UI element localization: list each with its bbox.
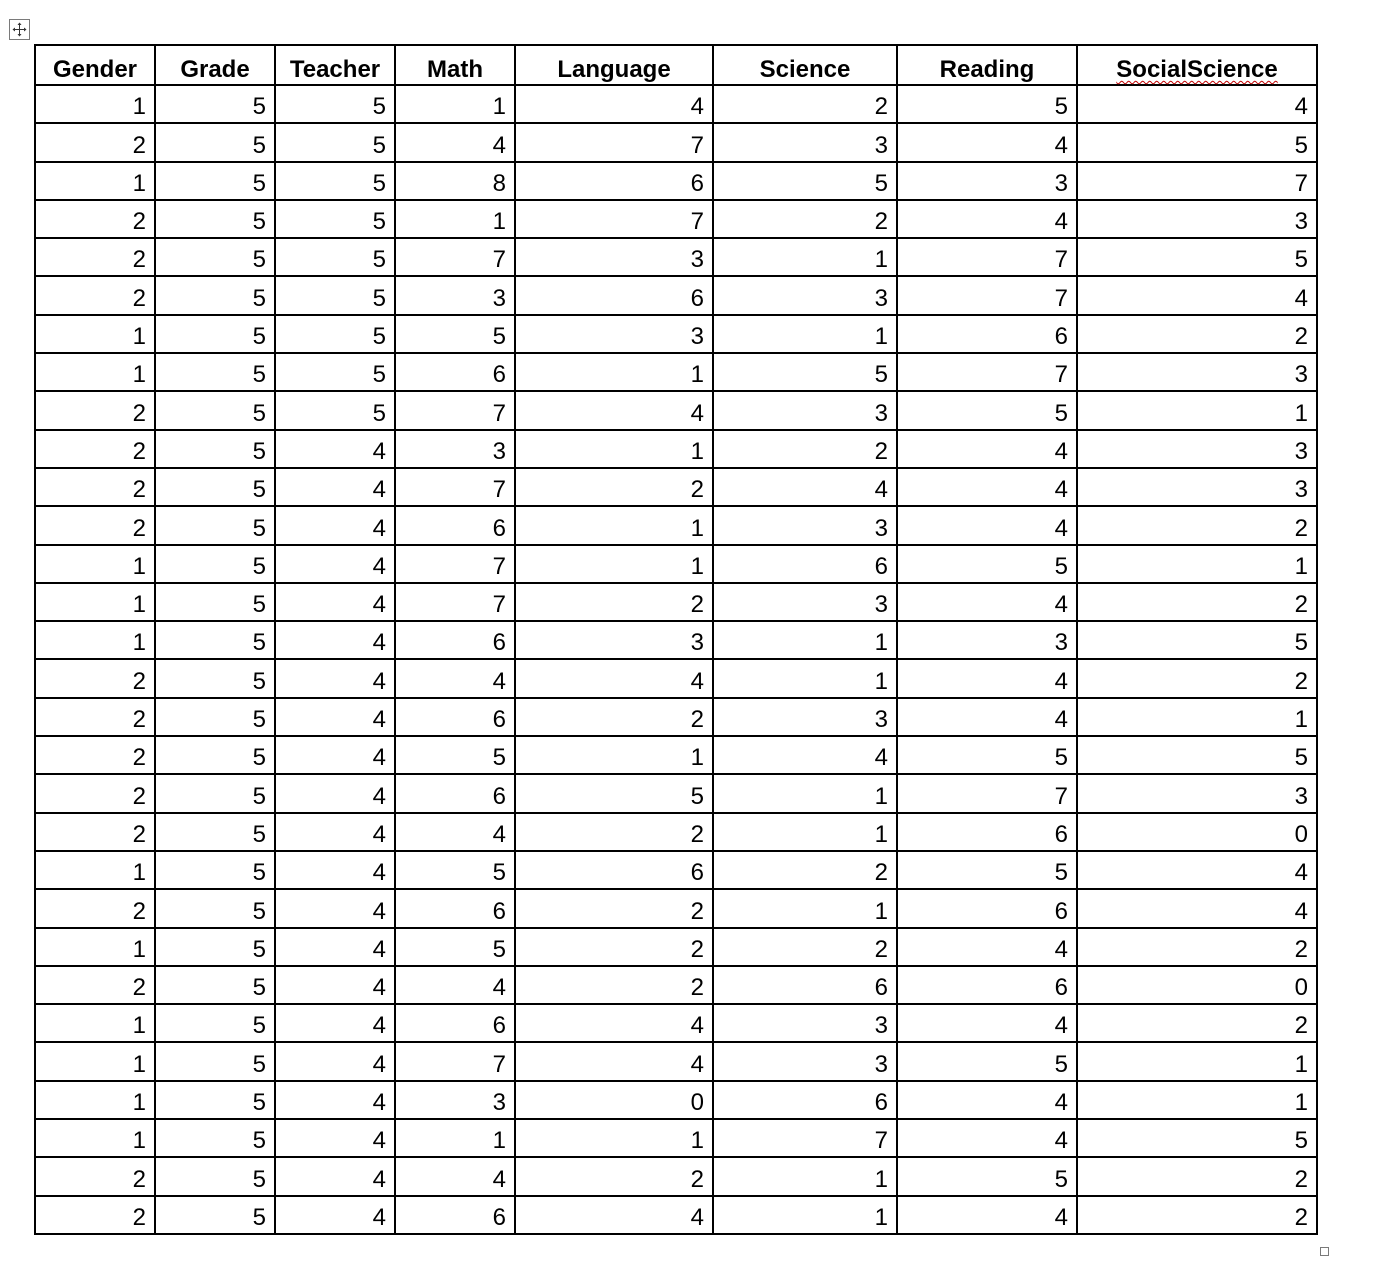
table-cell[interactable]: 2 [515, 468, 713, 506]
table-cell[interactable]: 1 [35, 162, 155, 200]
table-cell[interactable]: 2 [35, 200, 155, 238]
table-cell[interactable]: 7 [515, 123, 713, 161]
table-cell[interactable]: 3 [713, 123, 897, 161]
table-cell[interactable]: 5 [155, 1042, 275, 1080]
table-cell[interactable]: 7 [395, 545, 515, 583]
table-cell[interactable]: 4 [275, 430, 395, 468]
table-cell[interactable]: 6 [395, 1196, 515, 1234]
table-cell[interactable]: 5 [155, 813, 275, 851]
table-cell[interactable]: 5 [155, 1196, 275, 1234]
column-header[interactable] [515, 45, 713, 85]
table-row [35, 353, 1317, 391]
table-cell[interactable]: 1 [713, 1157, 897, 1195]
table-cell[interactable]: 6 [395, 698, 515, 736]
table-cell[interactable]: 5 [155, 85, 275, 123]
table-cell[interactable]: 6 [395, 889, 515, 927]
table-cell[interactable]: 7 [395, 391, 515, 429]
table-cell[interactable]: 1 [1077, 1042, 1317, 1080]
cutoff-text-line [40, 0, 730, 8]
table-cell[interactable]: 2 [35, 774, 155, 812]
column-header[interactable] [275, 45, 395, 85]
column-header-label: Science [759, 56, 851, 83]
column-header[interactable] [155, 45, 275, 85]
table-cell[interactable]: 4 [897, 123, 1077, 161]
table-row [35, 813, 1317, 851]
table-cell[interactable]: 1 [1077, 698, 1317, 736]
table-row [35, 1004, 1317, 1042]
table-row [35, 85, 1317, 123]
table-cell[interactable]: 4 [275, 1081, 395, 1119]
table-cell[interactable]: 6 [897, 966, 1077, 1004]
table-cell[interactable]: 6 [395, 774, 515, 812]
table-cell[interactable]: 5 [155, 583, 275, 621]
table-cell[interactable]: 6 [515, 162, 713, 200]
table-cell[interactable]: 5 [395, 736, 515, 774]
table-cell[interactable]: 1 [35, 851, 155, 889]
table-cell[interactable]: 5 [1077, 1119, 1317, 1157]
table-cell[interactable]: 1 [395, 1119, 515, 1157]
table-row [35, 162, 1317, 200]
table-cell[interactable]: 3 [713, 1004, 897, 1042]
table-row [35, 851, 1317, 889]
column-header[interactable] [713, 45, 897, 85]
table-cell[interactable]: 2 [35, 506, 155, 544]
table-cell[interactable]: 4 [275, 813, 395, 851]
table-row [35, 123, 1317, 161]
table-cell[interactable]: 1 [515, 506, 713, 544]
table-cell[interactable]: 4 [897, 928, 1077, 966]
column-header-label: Gender [52, 56, 138, 83]
table-cell[interactable]: 5 [155, 1119, 275, 1157]
table-cell[interactable]: 5 [1077, 238, 1317, 276]
table-cell[interactable]: 2 [35, 813, 155, 851]
table-cell[interactable]: 4 [897, 200, 1077, 238]
table-cell[interactable]: 3 [713, 506, 897, 544]
table-cell[interactable]: 3 [515, 315, 713, 353]
table-cell[interactable]: 5 [155, 621, 275, 659]
table-cell[interactable]: 2 [515, 813, 713, 851]
table-cell[interactable]: 5 [897, 1042, 1077, 1080]
table-cell[interactable]: 4 [897, 506, 1077, 544]
table-cell[interactable]: 4 [897, 698, 1077, 736]
table-row [35, 276, 1317, 314]
table-cell[interactable]: 2 [35, 1196, 155, 1234]
table-cell[interactable]: 4 [395, 1157, 515, 1195]
table-cell[interactable]: 1 [713, 659, 897, 697]
table-cell[interactable]: 6 [897, 889, 1077, 927]
column-header[interactable] [395, 45, 515, 85]
table-cell[interactable]: 5 [897, 736, 1077, 774]
table-cell[interactable]: 7 [897, 774, 1077, 812]
table-cell[interactable]: 5 [155, 123, 275, 161]
table-cell[interactable]: 6 [395, 506, 515, 544]
table-row [35, 545, 1317, 583]
table-cell[interactable]: 1 [1077, 545, 1317, 583]
table-cell[interactable]: 3 [1077, 774, 1317, 812]
data-table [34, 44, 1318, 1235]
table-cell[interactable]: 4 [515, 85, 713, 123]
table-cell[interactable]: 8 [395, 162, 515, 200]
table-cell[interactable]: 4 [515, 1042, 713, 1080]
table-cell[interactable]: 1 [713, 238, 897, 276]
table-move-handle[interactable] [9, 19, 30, 40]
table-cell[interactable]: 1 [515, 1119, 713, 1157]
column-header-label: Teacher [289, 56, 381, 83]
table-cell[interactable]: 2 [35, 1157, 155, 1195]
table-cell[interactable]: 3 [1077, 468, 1317, 506]
table-row [35, 200, 1317, 238]
table-cell[interactable]: 4 [275, 698, 395, 736]
table-cell[interactable]: 2 [515, 583, 713, 621]
table-cell[interactable]: 1 [35, 583, 155, 621]
table-cell[interactable]: 5 [275, 123, 395, 161]
table-cell[interactable]: 2 [515, 698, 713, 736]
table-body [35, 85, 1317, 1234]
table-cell[interactable]: 4 [275, 736, 395, 774]
table-cell[interactable]: 2 [35, 430, 155, 468]
table-cell[interactable]: 7 [897, 276, 1077, 314]
table-cell[interactable]: 5 [155, 1081, 275, 1119]
table-cell[interactable]: 6 [395, 353, 515, 391]
table-cell[interactable]: 1 [35, 621, 155, 659]
table-row [35, 315, 1317, 353]
table-cell[interactable]: 4 [897, 659, 1077, 697]
table-cell[interactable]: 1 [35, 315, 155, 353]
table-cell[interactable]: 7 [713, 1119, 897, 1157]
table-cell[interactable]: 0 [1077, 966, 1317, 1004]
table-cell[interactable]: 4 [515, 1004, 713, 1042]
table-cell[interactable]: 6 [515, 851, 713, 889]
table-cell[interactable]: 4 [1077, 851, 1317, 889]
table-cell[interactable]: 4 [275, 1004, 395, 1042]
table-cell[interactable]: 4 [395, 813, 515, 851]
table-cell[interactable]: 1 [35, 1042, 155, 1080]
table-header [35, 45, 1317, 85]
table-cell[interactable]: 2 [1077, 583, 1317, 621]
table-cell[interactable]: 4 [275, 1119, 395, 1157]
move-arrows-icon [12, 22, 27, 37]
table-row [35, 238, 1317, 276]
table-cell[interactable]: 3 [515, 621, 713, 659]
table-cell[interactable]: 2 [515, 966, 713, 1004]
table-cell[interactable]: 4 [275, 966, 395, 1004]
table-cell[interactable]: 4 [275, 1196, 395, 1234]
table-cell[interactable]: 2 [35, 276, 155, 314]
table-cell[interactable]: 2 [35, 238, 155, 276]
table-cell[interactable]: 5 [1077, 123, 1317, 161]
table-cell[interactable]: 7 [897, 238, 1077, 276]
table-cell[interactable]: 2 [35, 736, 155, 774]
table-cell[interactable]: 5 [155, 238, 275, 276]
column-header-label: Math [427, 56, 483, 83]
table-cell[interactable]: 3 [1077, 430, 1317, 468]
table-cell[interactable]: 2 [1077, 1157, 1317, 1195]
table-cell[interactable]: 4 [897, 468, 1077, 506]
table-cell[interactable]: 6 [395, 1004, 515, 1042]
table-cell[interactable]: 4 [275, 659, 395, 697]
table-cell[interactable]: 4 [713, 468, 897, 506]
column-header-label: Grade [180, 56, 250, 83]
table-cell[interactable]: 2 [713, 85, 897, 123]
table-row [35, 659, 1317, 697]
table-row [35, 1157, 1317, 1195]
table-cell[interactable]: 2 [1077, 659, 1317, 697]
table-row [35, 736, 1317, 774]
table-cell[interactable]: 1 [35, 1081, 155, 1119]
table-cell[interactable]: 3 [515, 238, 713, 276]
table-cell[interactable]: 7 [395, 583, 515, 621]
table-cell[interactable]: 4 [275, 621, 395, 659]
table-cell[interactable]: 5 [155, 315, 275, 353]
table-cell[interactable]: 1 [515, 545, 713, 583]
table-cell[interactable]: 2 [35, 889, 155, 927]
table-cell[interactable]: 2 [713, 430, 897, 468]
table-cell[interactable]: 6 [395, 621, 515, 659]
table-cell[interactable]: 5 [395, 851, 515, 889]
table-cell[interactable]: 5 [155, 774, 275, 812]
table-cell[interactable]: 5 [155, 1157, 275, 1195]
table-cell[interactable]: 1 [515, 353, 713, 391]
table-cell[interactable]: 7 [1077, 162, 1317, 200]
table-cell[interactable]: 2 [515, 1157, 713, 1195]
table-cell[interactable]: 1 [35, 353, 155, 391]
table-cell[interactable]: 4 [395, 659, 515, 697]
table-cell[interactable]: 5 [155, 430, 275, 468]
table-cell[interactable]: 4 [515, 659, 713, 697]
table-cell[interactable]: 4 [1077, 276, 1317, 314]
header-row [35, 45, 1317, 85]
table-cell[interactable]: 1 [713, 621, 897, 659]
table-cell[interactable]: 4 [275, 1042, 395, 1080]
table-cell[interactable]: 2 [515, 928, 713, 966]
table-cell[interactable]: 5 [155, 162, 275, 200]
table-cell[interactable]: 5 [155, 1004, 275, 1042]
table-cell[interactable]: 5 [897, 545, 1077, 583]
column-header-label: Reading [939, 56, 1035, 83]
table-cell[interactable]: 5 [897, 1157, 1077, 1195]
table-cell[interactable]: 5 [1077, 621, 1317, 659]
cutoff-text-fragments [40, 0, 730, 8]
column-header[interactable] [1077, 45, 1317, 85]
table-cell[interactable]: 3 [1077, 200, 1317, 238]
table-cell[interactable]: 5 [155, 736, 275, 774]
column-header[interactable] [897, 45, 1077, 85]
table-cell[interactable]: 4 [713, 736, 897, 774]
table-cell[interactable]: 4 [897, 1196, 1077, 1234]
table-cell[interactable]: 5 [897, 391, 1077, 429]
table-cell[interactable]: 2 [35, 966, 155, 1004]
table-cell[interactable]: 1 [35, 85, 155, 123]
table-cell[interactable]: 2 [1077, 928, 1317, 966]
table-cell[interactable]: 1 [1077, 391, 1317, 429]
table-cell[interactable]: 2 [1077, 506, 1317, 544]
table-cell[interactable]: 6 [515, 276, 713, 314]
table-cell[interactable]: 3 [713, 1042, 897, 1080]
table-cell[interactable]: 4 [1077, 889, 1317, 927]
table-cell[interactable]: 1 [713, 315, 897, 353]
table-cell[interactable]: 4 [897, 1004, 1077, 1042]
table-cell[interactable]: 5 [275, 85, 395, 123]
table-cell[interactable]: 5 [155, 966, 275, 1004]
table-cell[interactable]: 4 [275, 1157, 395, 1195]
table-cell[interactable]: 6 [713, 966, 897, 1004]
table-cell[interactable]: 7 [395, 468, 515, 506]
table-cell[interactable]: 7 [395, 238, 515, 276]
table-cell[interactable]: 3 [395, 430, 515, 468]
table-cell[interactable]: 2 [35, 123, 155, 161]
table-cell[interactable]: 1 [713, 774, 897, 812]
table-cell[interactable]: 5 [713, 353, 897, 391]
table-cell[interactable]: 1 [35, 1119, 155, 1157]
table-cell[interactable]: 3 [395, 1081, 515, 1119]
table-cell[interactable]: 2 [1077, 1004, 1317, 1042]
table-cell[interactable]: 3 [713, 276, 897, 314]
table-cell[interactable]: 5 [1077, 736, 1317, 774]
table-row [35, 621, 1317, 659]
table-cell[interactable]: 4 [1077, 85, 1317, 123]
table-cell[interactable]: 4 [275, 851, 395, 889]
table-row [35, 391, 1317, 429]
table-cell[interactable]: 5 [275, 200, 395, 238]
table-cell[interactable]: 4 [897, 1081, 1077, 1119]
column-header[interactable] [35, 45, 155, 85]
table-cell[interactable]: 1 [713, 1196, 897, 1234]
table-cell[interactable]: 3 [1077, 353, 1317, 391]
table-cell[interactable]: 5 [515, 774, 713, 812]
table-cell[interactable]: 4 [275, 774, 395, 812]
table-cell[interactable]: 5 [155, 545, 275, 583]
table-cell[interactable]: 2 [713, 851, 897, 889]
table-cell[interactable]: 2 [713, 200, 897, 238]
table-row [35, 430, 1317, 468]
table-cell[interactable]: 0 [515, 1081, 713, 1119]
table-cell[interactable]: 5 [395, 928, 515, 966]
table-cell[interactable]: 4 [897, 430, 1077, 468]
table-cell[interactable]: 4 [897, 1119, 1077, 1157]
table-cell[interactable]: 2 [515, 889, 713, 927]
table-cell[interactable]: 5 [155, 889, 275, 927]
table-cell[interactable]: 5 [155, 353, 275, 391]
table-cell[interactable]: 5 [155, 698, 275, 736]
table-row [35, 1196, 1317, 1234]
table-cell[interactable]: 3 [713, 698, 897, 736]
table-cell[interactable]: 6 [713, 545, 897, 583]
table-row [35, 774, 1317, 812]
table-cell[interactable]: 5 [897, 851, 1077, 889]
table-cell[interactable]: 2 [35, 468, 155, 506]
table-cell[interactable]: 4 [515, 1196, 713, 1234]
table-cell[interactable]: 6 [713, 1081, 897, 1119]
table-cell[interactable]: 6 [897, 315, 1077, 353]
table-cell[interactable]: 5 [155, 276, 275, 314]
table-cell[interactable]: 1 [35, 545, 155, 583]
table-cell[interactable]: 5 [275, 315, 395, 353]
table-cell[interactable]: 5 [155, 506, 275, 544]
table-cell[interactable]: 2 [35, 659, 155, 697]
table-cell[interactable]: 4 [275, 506, 395, 544]
table-cell[interactable]: 3 [897, 621, 1077, 659]
table-cell[interactable]: 4 [275, 468, 395, 506]
table-cell[interactable]: 7 [897, 353, 1077, 391]
table-cell[interactable]: 4 [395, 123, 515, 161]
table-cell[interactable]: 1 [515, 736, 713, 774]
table-cell[interactable]: 2 [1077, 315, 1317, 353]
table-cell[interactable]: 5 [155, 851, 275, 889]
table-row [35, 1119, 1317, 1157]
table-cell[interactable]: 7 [515, 200, 713, 238]
column-header-label: SocialScience [1116, 56, 1278, 83]
table-row [35, 1081, 1317, 1119]
table-cell[interactable]: 1 [395, 85, 515, 123]
table-cell[interactable]: 5 [155, 468, 275, 506]
column-header-label: Language [557, 56, 671, 83]
table-cell[interactable]: 4 [395, 966, 515, 1004]
table-cell[interactable]: 5 [275, 391, 395, 429]
table-row [35, 468, 1317, 506]
table-cell[interactable]: 5 [155, 928, 275, 966]
table-cell[interactable]: 1 [1077, 1081, 1317, 1119]
table-cell[interactable]: 5 [275, 276, 395, 314]
table-resize-handle[interactable] [1320, 1247, 1329, 1256]
table-cell[interactable]: 3 [395, 276, 515, 314]
table-row [35, 889, 1317, 927]
table-cell[interactable]: 5 [275, 238, 395, 276]
table-row [35, 583, 1317, 621]
table-cell[interactable]: 1 [35, 928, 155, 966]
table-cell[interactable]: 4 [275, 889, 395, 927]
table-cell[interactable]: 1 [515, 430, 713, 468]
table-cell[interactable]: 2 [1077, 1196, 1317, 1234]
table-cell[interactable]: 3 [713, 391, 897, 429]
table-cell[interactable]: 4 [515, 391, 713, 429]
table-row [35, 928, 1317, 966]
table-cell[interactable]: 4 [275, 928, 395, 966]
table-cell[interactable]: 0 [1077, 813, 1317, 851]
table-cell[interactable]: 5 [155, 659, 275, 697]
table-cell[interactable]: 2 [713, 928, 897, 966]
table-cell[interactable]: 5 [155, 200, 275, 238]
table-cell[interactable]: 6 [897, 813, 1077, 851]
table-cell[interactable]: 1 [395, 200, 515, 238]
table-row [35, 1042, 1317, 1080]
table-cell[interactable]: 2 [35, 698, 155, 736]
table-cell[interactable]: 2 [35, 391, 155, 429]
table-cell[interactable]: 5 [155, 391, 275, 429]
table-cell[interactable]: 3 [897, 162, 1077, 200]
table-cell[interactable]: 5 [897, 85, 1077, 123]
table-cell[interactable]: 3 [713, 583, 897, 621]
table-row [35, 966, 1317, 1004]
table-cell[interactable]: 1 [713, 889, 897, 927]
table-cell[interactable]: 4 [275, 583, 395, 621]
table-cell[interactable]: 5 [275, 353, 395, 391]
table-cell[interactable]: 5 [275, 162, 395, 200]
table-row [35, 506, 1317, 544]
table-cell[interactable]: 5 [395, 315, 515, 353]
table-row [35, 698, 1317, 736]
table-cell[interactable]: 4 [897, 583, 1077, 621]
table-cell[interactable]: 1 [713, 813, 897, 851]
table-cell[interactable]: 7 [395, 1042, 515, 1080]
table-cell[interactable]: 4 [275, 545, 395, 583]
table-cell[interactable]: 5 [713, 162, 897, 200]
table-cell[interactable]: 1 [35, 1004, 155, 1042]
